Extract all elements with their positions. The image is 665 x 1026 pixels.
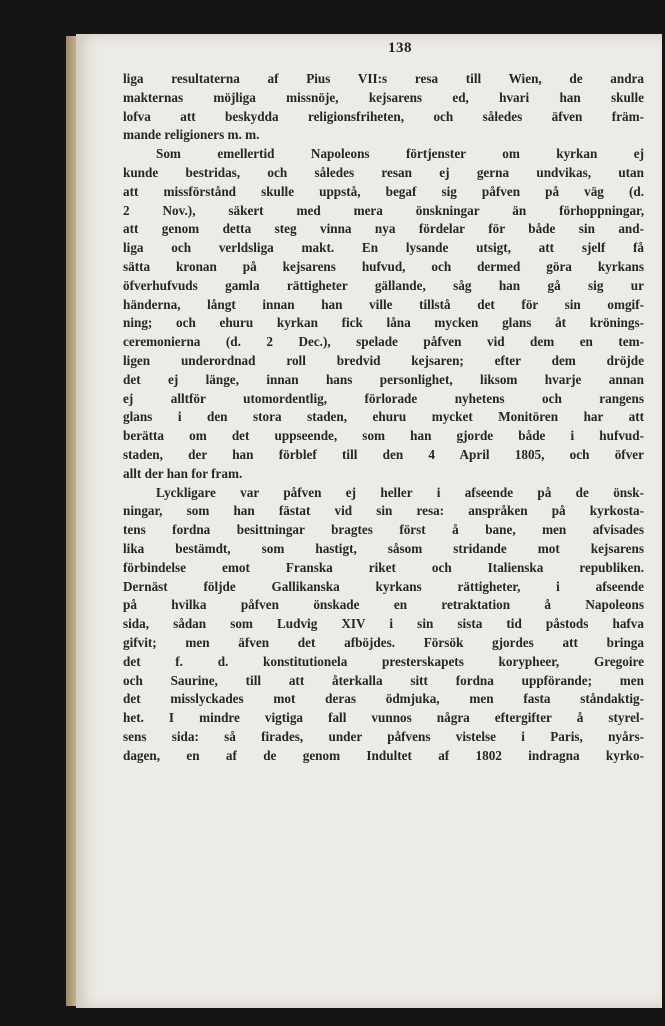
text-line: allt der han for fram. <box>123 465 243 481</box>
text-line: ningar, som han fästat vid sin resa: anspråken på kyrkosta- <box>123 503 644 519</box>
text-line: Lyckligare var påfven ej heller i afseende på de önsk- <box>156 484 644 500</box>
text-line: ceremonierna (d. 2 Dec.), spelade påfven vid dem en tem- <box>123 334 644 350</box>
text-line: mande religioners m. m. <box>123 127 260 143</box>
text-line: het. I mindre vigtiga fall vunnos några eftergifter å styrel- <box>123 710 644 726</box>
text-line: på hvilka påfven önskade en retraktation å Napoleons <box>123 597 644 613</box>
text-line: det ej länge, innan hans personlighet, liksom hvarje annan <box>123 371 644 387</box>
text-line: makternas möjliga missnöje, kejsarens ed, hvari han skulle <box>123 89 644 105</box>
text-line: tens fordna besittningar bragtes först å bane, men afvisades <box>123 522 644 538</box>
text-line: Som emellertid Napoleons förtjenster om kyrkan ej <box>156 146 644 162</box>
text-line: gifvit; men äfven det afböjdes. Försök gjordes att bringa <box>123 634 644 650</box>
text-line: händerna, långt innan han ville tillstå det för sin omgif- <box>123 296 644 312</box>
text-line: öfverhufvuds gamla rättigheter gällande, såg han gå sig ur <box>123 277 644 293</box>
text-line: glans i den stora staden, ehuru mycket Monitören har att <box>123 409 644 425</box>
text-line: liga och verldsliga makt. En lysande utsigt, att sjelf få <box>123 240 644 256</box>
text-line: lika bestämdt, som hastigt, såsom stridande mot kejsarens <box>123 540 644 556</box>
text-line: förbindelse emot Franska riket och Italienska republiken. <box>123 559 644 575</box>
text-line: berätta om det uppseende, som han gjorde både i hufvud- <box>123 428 644 444</box>
text-line: sätta kronan på kejsarens hufvud, och dermed göra kyrkans <box>123 258 644 274</box>
text-line: liga resultaterna af Pius VII:s resa till Wien, de andra <box>123 71 644 86</box>
text-line: 2 Nov.), säkert med mera önskningar än förhoppningar, <box>123 202 644 218</box>
text-line: det f. d. konstitutionela presterskapets korypheer, Gregoire <box>123 653 644 669</box>
body-text <box>123 70 644 765</box>
text-line: Dernäst följde Gallikanska kyrkans rättigheter, i afseende <box>123 578 644 594</box>
text-line: kunde bestridas, och således resan ej gerna undvikas, utan <box>123 164 644 180</box>
text-line: det misslyckades mot deras ödmjuka, men fasta ståndaktig- <box>123 691 644 707</box>
text-line: sida, sådan som Ludvig XIV i sin sista tid påstods hafva <box>123 616 644 632</box>
text-line: ligen underordnad roll bredvid kejsaren; efter dem dröjde <box>123 352 644 368</box>
text-line: sens sida: så firades, under påfvens vistelse i Paris, nyårs- <box>123 728 644 744</box>
text-line: att genom detta steg vinna nya fördelar för både sin and- <box>123 221 644 237</box>
text-line: ej alltför utomordentlig, förlorade nyhetens och rangens <box>123 390 644 406</box>
text-line: ning; och ehuru kyrkan fick låna mycken glans åt krönings- <box>123 315 644 331</box>
text-line: dagen, en af de genom Indultet af 1802 indragna kyrko- <box>123 747 644 763</box>
text-line: staden, der han förblef till den 4 April 1805, och öfver <box>123 446 644 462</box>
text-line: lofva att beskydda religionsfriheten, och således äfven främ- <box>123 108 644 124</box>
text-line: och Saurine, till att återkalla sitt fordna uppförande; men <box>123 672 644 688</box>
page-number: 138 <box>388 40 412 56</box>
text-line: att missförstånd skulle uppstå, begaf sig påfven på väg (d. <box>123 183 644 199</box>
